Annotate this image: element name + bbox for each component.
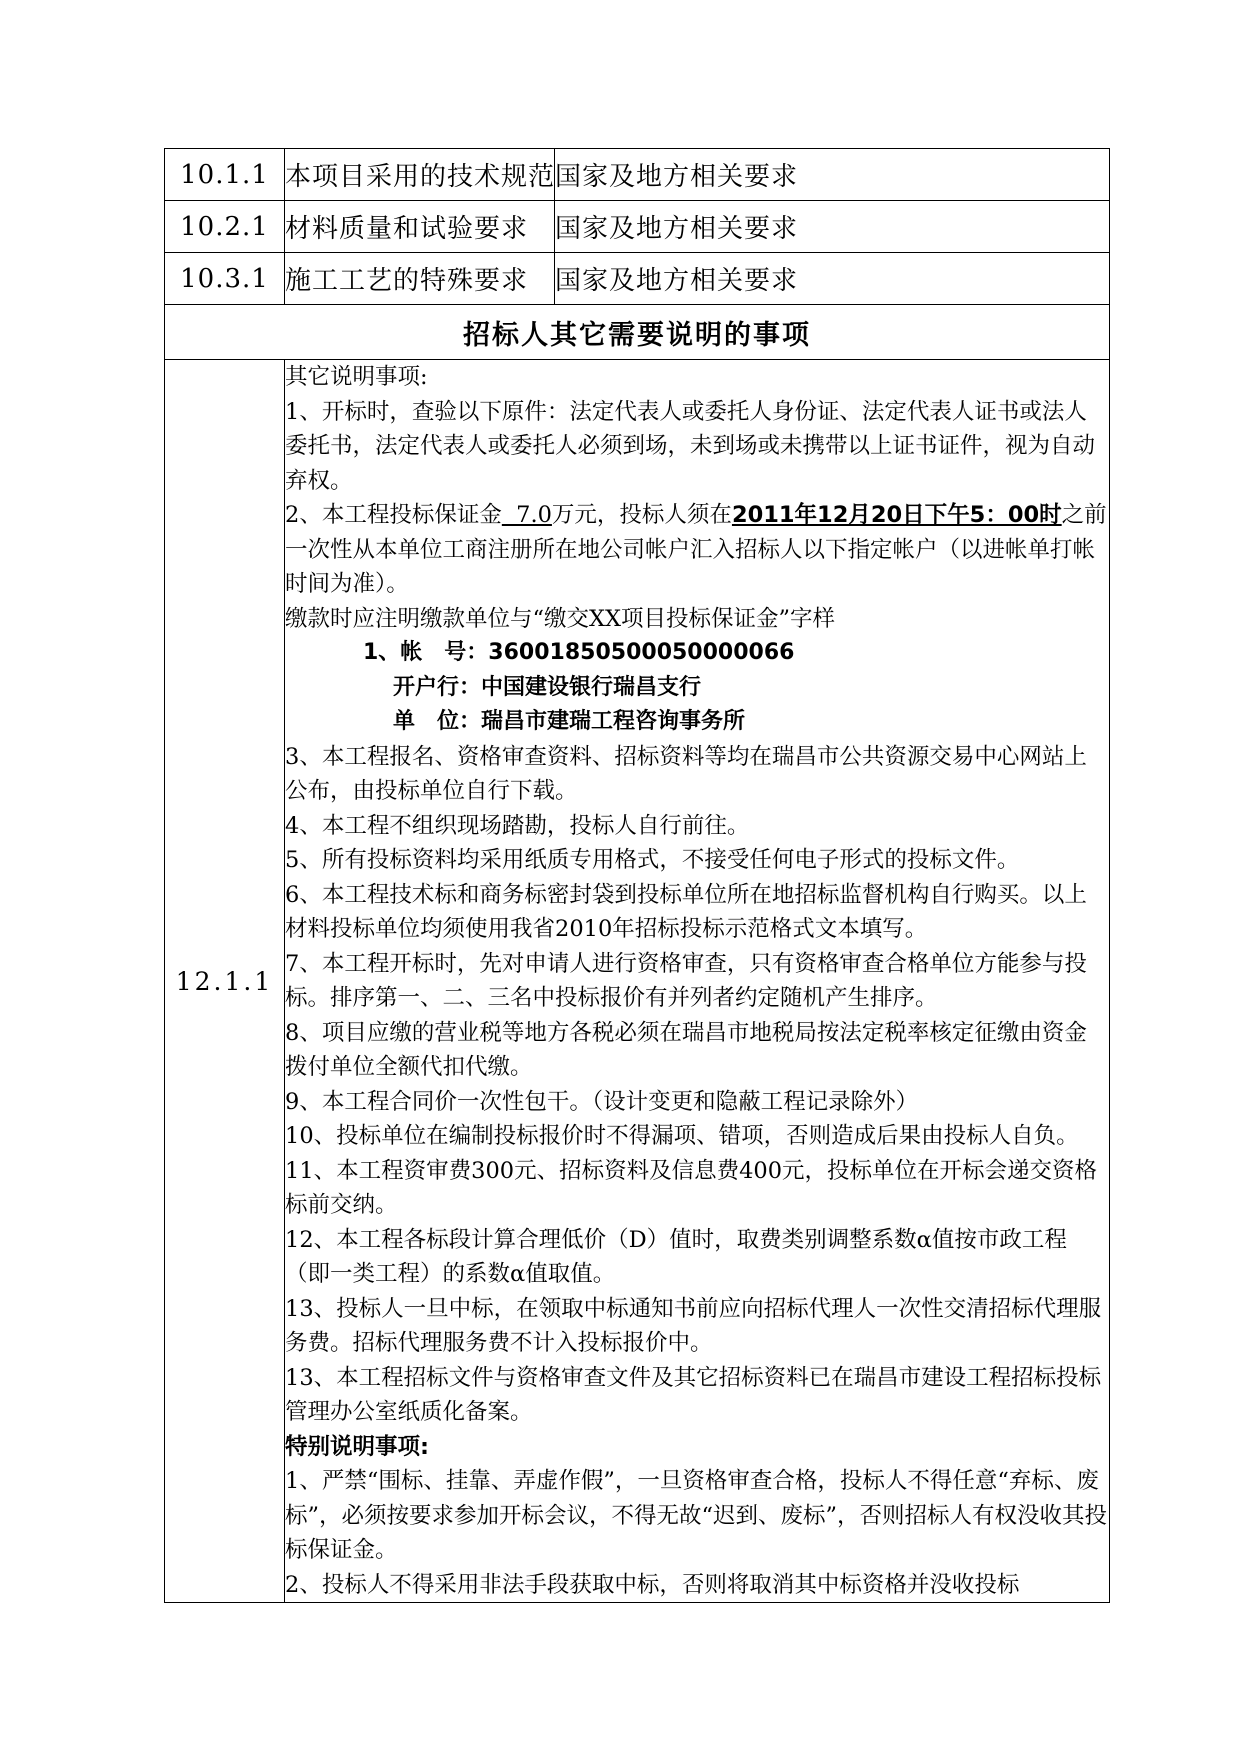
note-12: 12、本工程各标段计算合理低价（D）值时，取费类别调整系数α值按市政工程（即一类工程）的系数α值取值。 [285, 1226, 1067, 1287]
note-11: 11、本工程资审费300元、招标资料及信息费400元，投标单位在开标会递交资格标前交纳。 [285, 1157, 1098, 1218]
table-row [165, 149, 1110, 201]
section-header-row [165, 305, 1110, 360]
note-1: 1、开标时，查验以下原件：法定代表人或委托人身份证、法定代表人证书或法人委托书，法定代表人或委托人必须到场，未到场或未携带以上证书证件，视为自动弃权。 [285, 398, 1096, 494]
deposit-amount: 7.0 [501, 502, 552, 528]
note-2-text-b: 万元，投标人须在 [551, 502, 732, 528]
notes-body [285, 360, 1110, 1603]
note-13b: 13、本工程招标文件与资格审查文件及其它招标资料已在瑞昌市建设工程招标投标管理办公室纸质化备案。 [285, 1364, 1102, 1425]
account-number: 1、帐 号：36001850500050000066 [363, 640, 795, 665]
clause-name: 本项目采用的技术规范 [285, 149, 555, 201]
note-9: 9、本工程合同价一次性包干。（设计变更和隐蔽工程记录除外） [285, 1088, 919, 1115]
notes-row [165, 360, 1110, 1603]
section-title: 招标人其它需要说明的事项 [165, 305, 1110, 360]
special-heading: 特别说明事项: [285, 1433, 429, 1460]
notes-heading: 其它说明事项: [285, 364, 428, 390]
clause-name: 施工工艺的特殊要求 [285, 253, 555, 305]
note-6: 6、本工程技术标和商务标密封袋到投标单位所在地招标监督机构自行购买。以上材料投标单位均须使用我省2010年招标投标示范格式文本填写。 [285, 881, 1087, 942]
spec-table [164, 148, 1110, 1603]
clause-requirement: 国家及地方相关要求 [555, 253, 1110, 305]
notes-clause-number: 12.1.1 [165, 360, 285, 1603]
note-2-text-c: 之前一次性从本单位工商注册所在地公司帐户汇入招标人以下指定帐户（以进帐单打帐时间为准）。 [285, 502, 1107, 597]
note-13: 13、投标人一旦中标，在领取中标通知书前应向招标代理人一次性交清招标代理服务费。招标代理服务费不计入投标报价中。 [285, 1295, 1102, 1356]
note-3: 3、本工程报名、资格审查资料、招标资料等均在瑞昌市公共资源交易中心网站上公布，由投标单位自行下载。 [285, 743, 1087, 804]
note-2-text-a: 2、本工程投标保证金 [285, 502, 502, 528]
clause-number: 10.3.1 [165, 253, 285, 305]
note-10: 10、投标单位在编制投标报价时不得漏项、错项，否则造成后果由投标人自负。 [285, 1123, 1079, 1149]
table-row [165, 253, 1110, 305]
clause-number: 10.2.1 [165, 201, 285, 253]
clause-requirement: 国家及地方相关要求 [555, 149, 1110, 201]
clause-requirement: 国家及地方相关要求 [555, 201, 1110, 253]
note-2 [285, 498, 1109, 602]
account-unit: 单 位：瑞昌市建瑞工程咨询事务所 [393, 709, 746, 734]
special-1: 1、严禁“围标、挂靠、弄虚作假”，一旦资格审查合格，投标人不得任意“弃标、废标”，必须按要求参加开标会议，不得无故“迟到、废标”，否则招标人有权没收其投标保证金。 [285, 1468, 1108, 1563]
account-bank: 开户行：中国建设银行瑞昌支行 [393, 674, 702, 700]
clause-name: 材料质量和试验要求 [285, 201, 555, 253]
table-row [165, 201, 1110, 253]
note-8: 8、项目应缴的营业税等地方各税必须在瑞昌市地税局按法定税率核定征缴由资金拨付单位全额代扣代缴。 [285, 1019, 1087, 1080]
note-4: 4、本工程不组织现场踏勘，投标人自行前往。 [285, 812, 750, 839]
deposit-deadline: 2011年12月20日下午5：00时 [731, 502, 1062, 528]
note-7: 7、本工程开标时，先对申请人进行资格审查，只有资格审查合格单位方能参与投标。排序第一、二、三名中投标报价有并列者约定随机产生排序。 [285, 950, 1087, 1011]
note-5: 5、所有投标资料均采用纸质专用格式，不接受任何电子形式的投标文件。 [285, 847, 1020, 873]
payment-note: 缴款时应注明缴款单位与“缴交XX项目投标保证金”字样 [285, 605, 836, 632]
special-2: 2、投标人不得采用非法手段获取中标，否则将取消其中标资格并没收投标 [285, 1571, 1020, 1598]
clause-number: 10.1.1 [165, 149, 285, 201]
